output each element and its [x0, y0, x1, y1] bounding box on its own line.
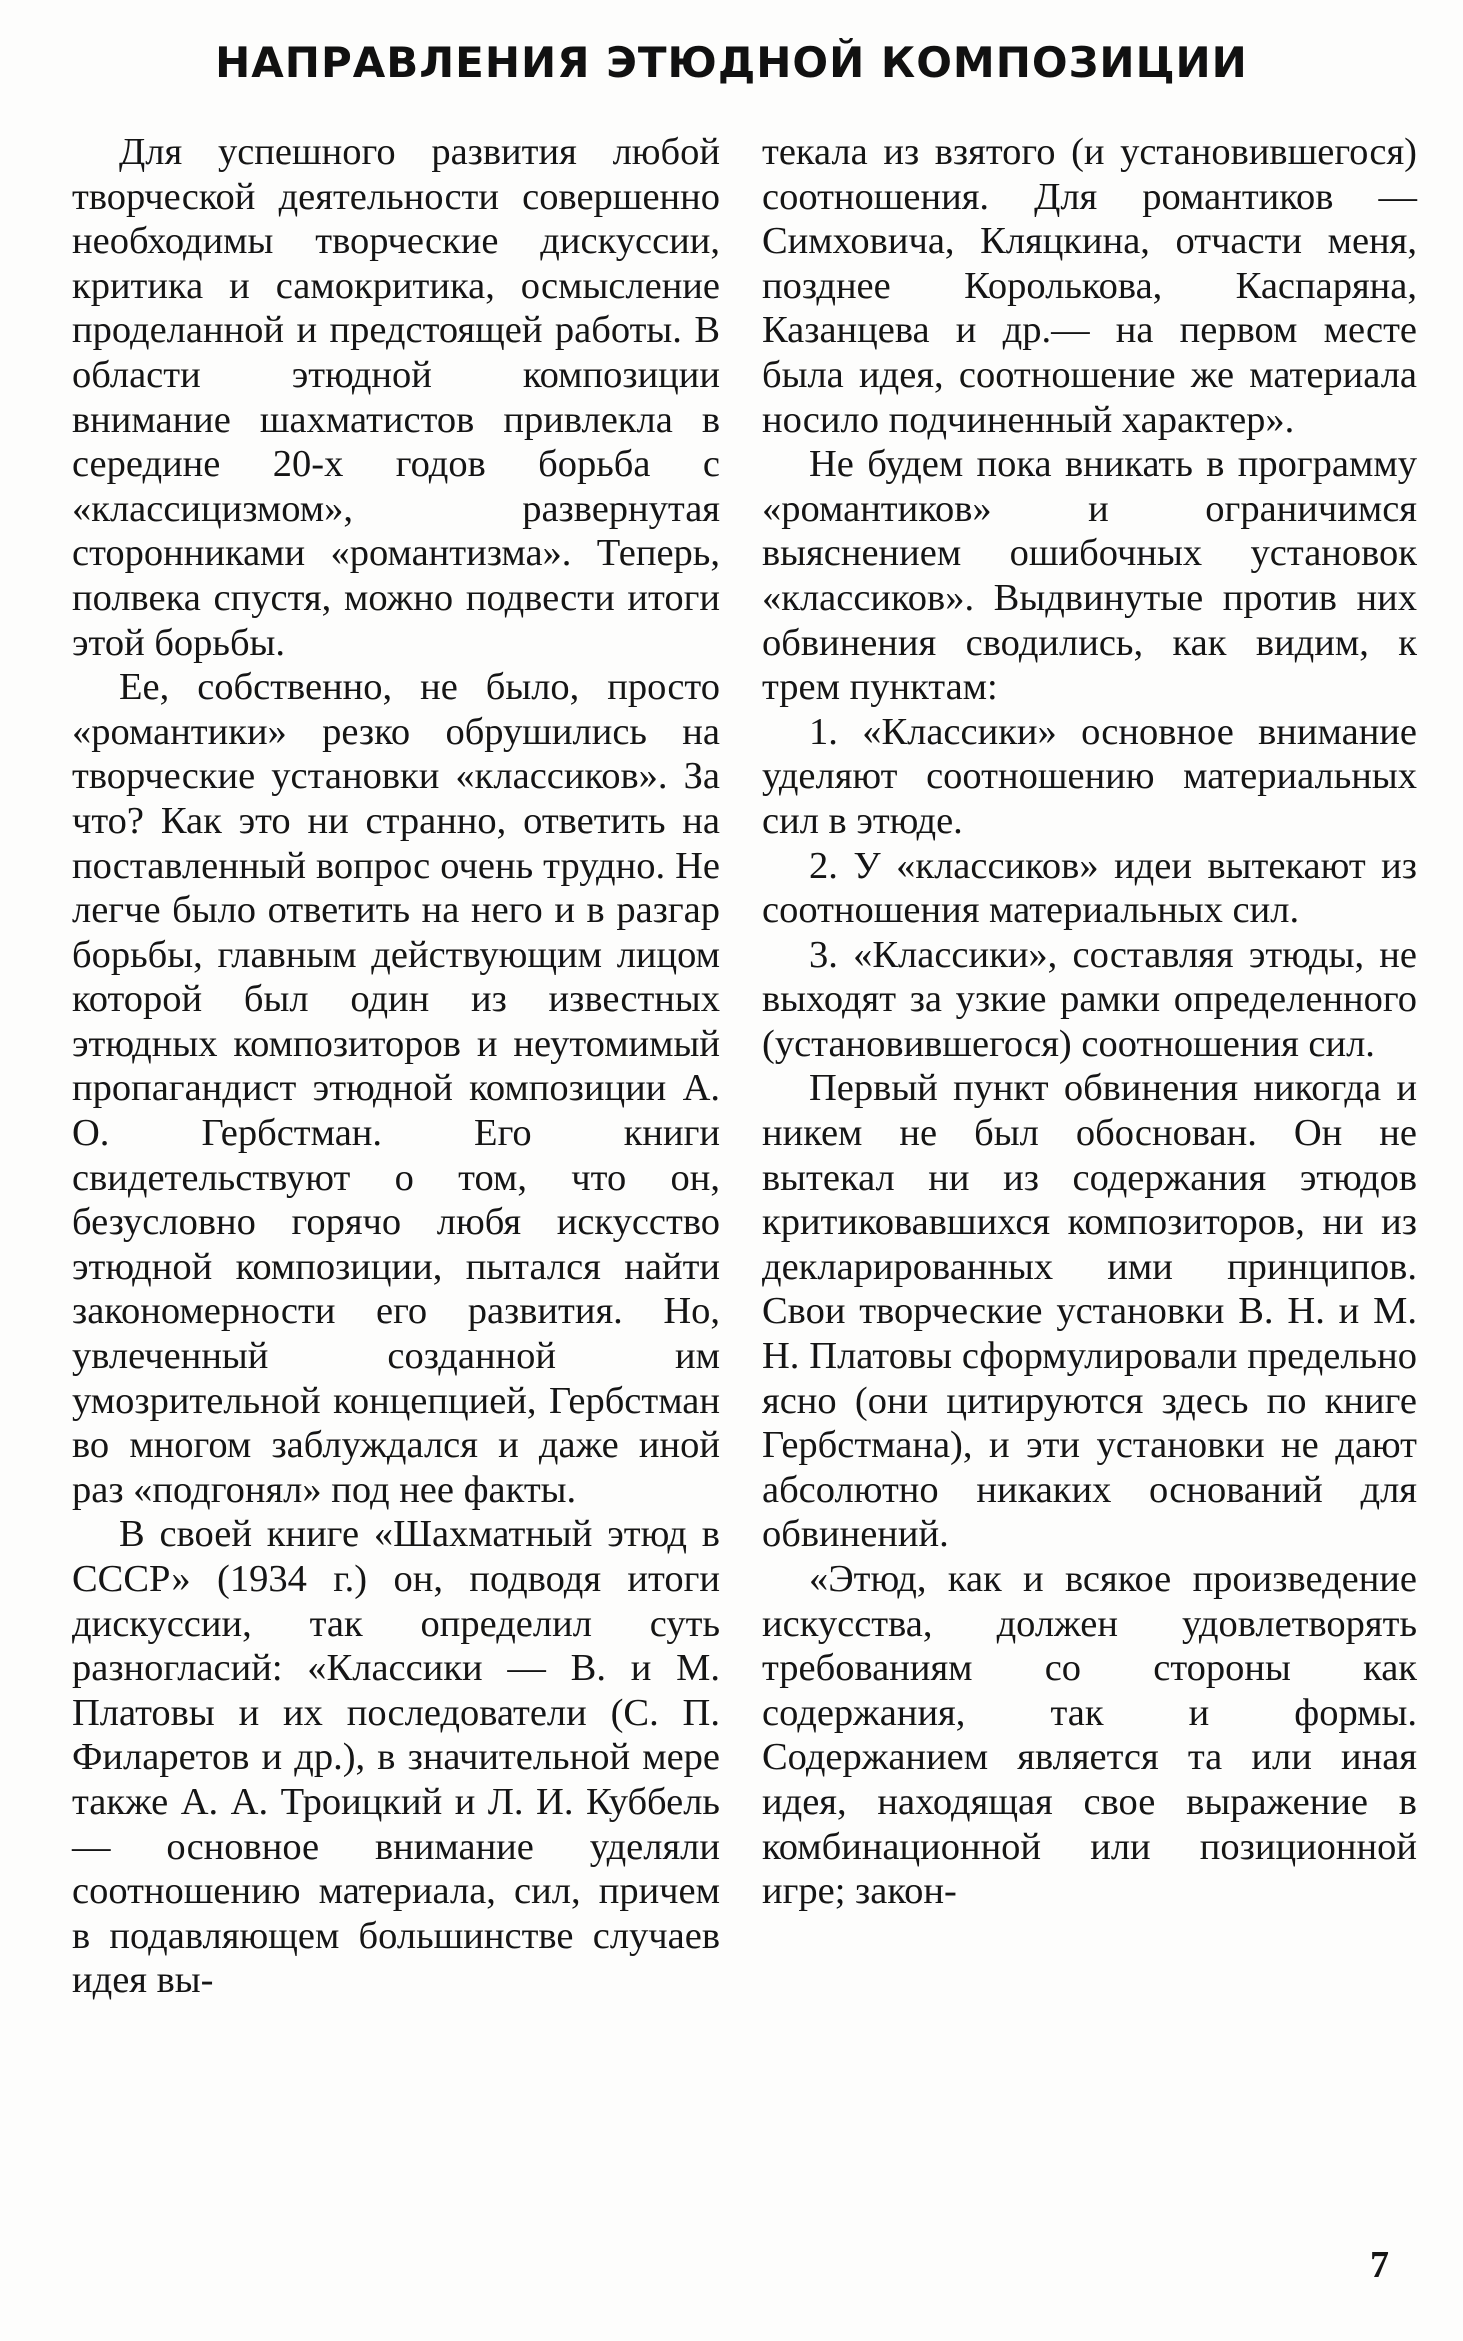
paragraph: Не будем пока вникать в программу «романтиков» и ограничимся выяснением ошибочных установок «классиков». Выдвинутые против них обвинения сводились, как видим, к трем пунктам:: [762, 443, 1417, 709]
paragraph: Первый пункт обвинения никогда и никем не был обоснован. Он не вытекал ни из содержания этюдов критиковавшихся композиторов, ни из декларированных ими принципов. Свои творческие установки В. Н. и М. Н. Платовы сформулировали предельно ясно (они цитируются здесь по книге Гербстмана), и эти установки не дают абсолютно никаких оснований для обвинений.: [762, 1067, 1417, 1556]
paragraph: текала из взятого (и установившегося) соотношения. Для романтиков — Симховича, Кляцкина, отчасти меня, позднее Королькова, Каспаряна, Казанцева и др.— на первом месте была идея, соотношение же материала носило подчиненный характер».: [762, 131, 1417, 441]
page-number: 7: [1370, 2244, 1389, 2286]
paragraph: «Этюд, как и всякое произведение искусства, должен удовлетворять требованиям со стороны как содержания, так и формы. Содержанием является та или иная идея, находящая свое выражение в комбинационной или позиционной игре; закон-: [762, 1558, 1417, 1913]
list-item: 2. У «классиков» идеи вытекают из соотношения материальных сил.: [762, 844, 1417, 932]
paragraph: В своей книге «Шахматный этюд в СССР» (1934 г.) он, подводя итоги дискуссии, так определил суть разногласий: «Классики — В. и М. Платовы и их последователи (С. П. Филаретов и др.), в значительной мере также А. А. Троицкий и Л. И. Куббель — основное внимание уделяли соотношению материала, сил, причем в подавляющем большинстве случаев идея вы-: [72, 1513, 720, 2002]
paragraph: Для успешного развития любой творческой деятельности совершенно необходимы творческие дискуссии, критика и самокритика, осмысление проделанной и предстоящей работы. В области этюдной композиции внимание шахматистов привлекла в середине 20-х годов борьба с «классицизмом», развернутая сторонниками «романтизма». Теперь, полвека спустя, можно подвести итоги этой борьбы.: [72, 131, 720, 664]
paragraph: Ее, собственно, не было, просто «романтики» резко обрушились на творческие установки «классиков». За что? Как это ни странно, ответить на поставленный вопрос очень трудно. Не легче было ответить на него и в разгар борьбы, главным действующим лицом которой был один из известных этюдных композиторов и неутомимый пропагандист этюдной композиции А. О. Гербстман. Его книги свидетельствуют о том, что он, безусловно горячо любя искусство этюдной композиции, пытался найти закономерности его развития. Но, увлеченный созданной им умозрительной концепцией, Гербстман во многом заблуждался и даже иной раз «подгонял» под нее факты.: [72, 666, 720, 1511]
right-column: [762, 130, 1417, 1914]
list-item: 3. «Классики», составляя этюды, не выходят за узкие рамки определенного (установившегося) соотношения сил.: [762, 933, 1417, 1065]
list-item: 1. «Классики» основное внимание уделяют соотношению материальных сил в этюде.: [762, 710, 1417, 842]
left-column: [72, 130, 720, 2003]
chapter-title: НАПРАВЛЕНИЯ ЭТЮДНОЙ КОМПОЗИЦИИ: [215, 38, 1248, 87]
